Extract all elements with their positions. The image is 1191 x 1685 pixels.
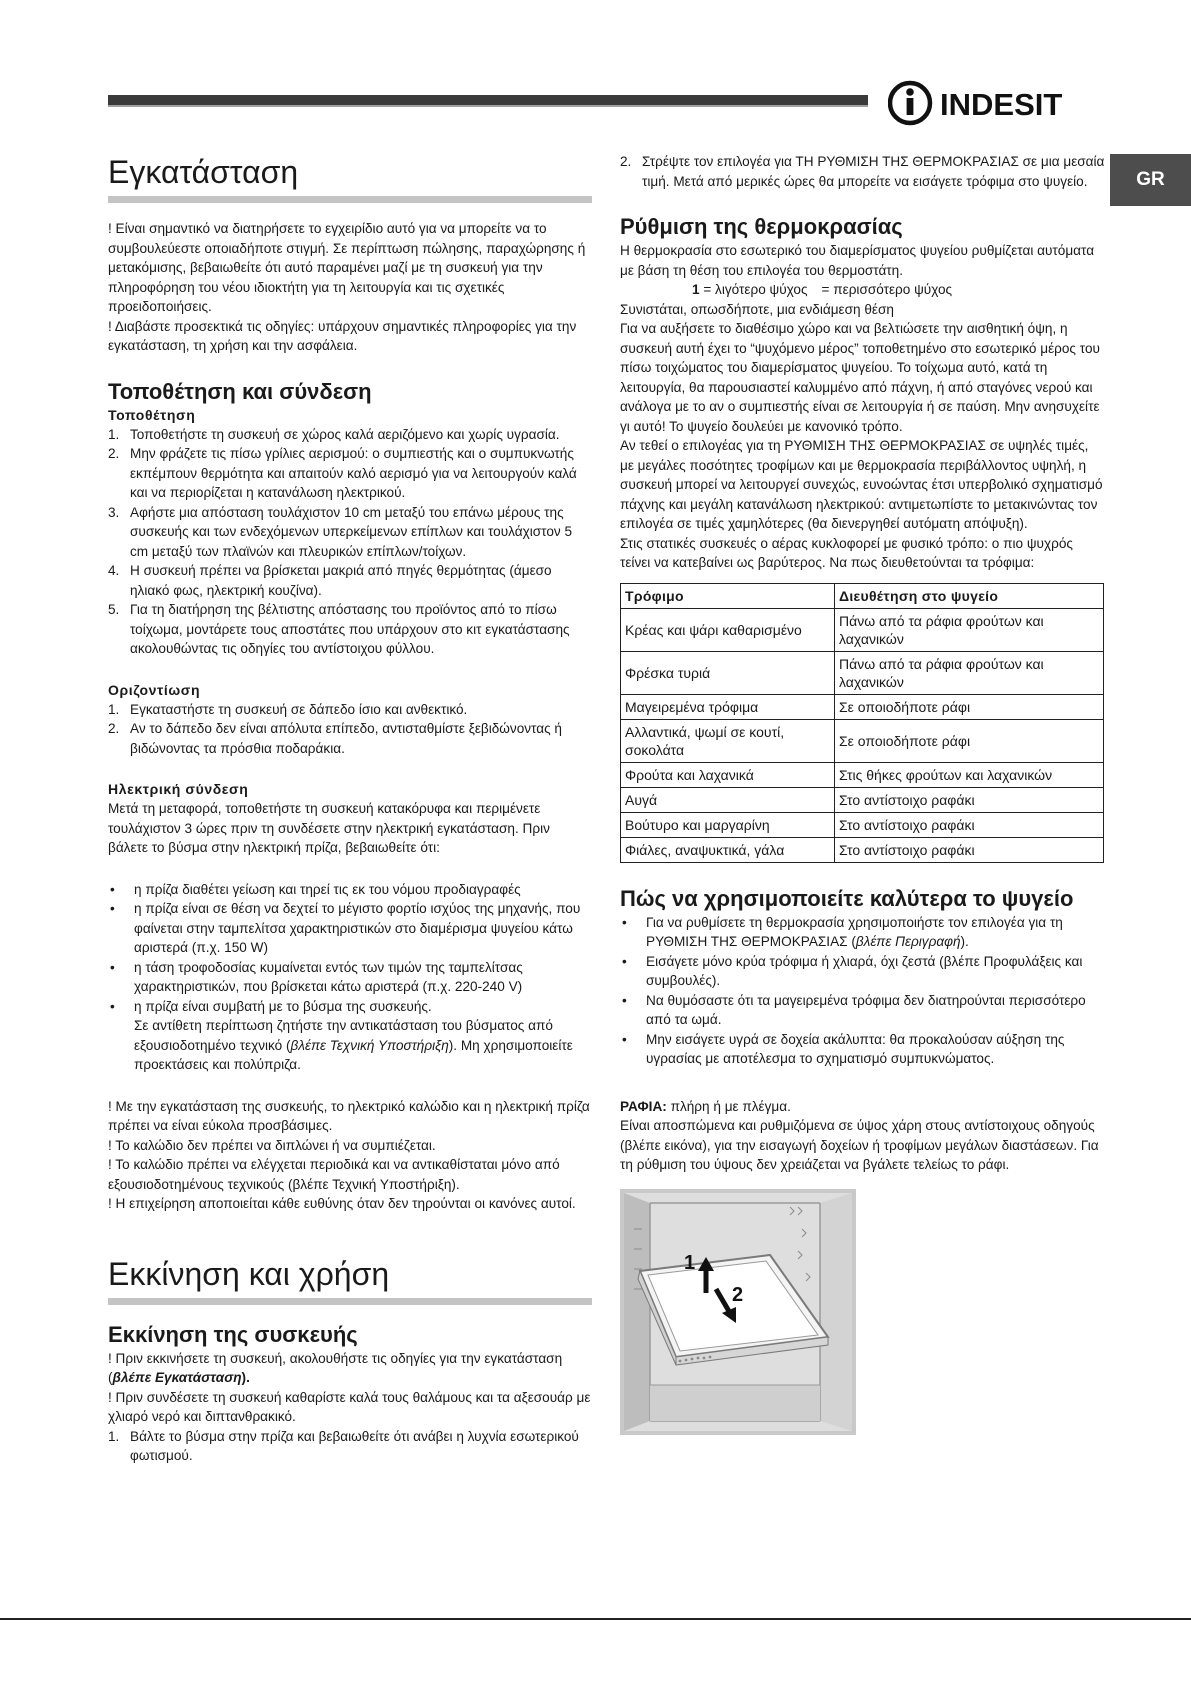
title-rule <box>108 1298 592 1305</box>
list-item: 2. Μην φράζετε τις πίσω γρίλιες αερισμού: ο συμπιεστής και ο συμπυκνωτής εκπέμπουν θερμότητα και απαιτούν καλό αερισμό για να λειτουργούν καλά και να περιορίζεται η κατανάλωση ηλεκτρικού. <box>108 446 577 500</box>
list-item: • η πρίζα διαθέτει γείωση και τηρεί τις εκ του νόμου προδιαγραφές <box>110 881 521 897</box>
start-paragraph-2: ! Πριν συνδέσετε τη συσκευή καθαρίστε καλά τους θαλάμους και τα αξεσουάρ με χλιαρό νερό και διπτανθρακικό. <box>108 1389 591 1424</box>
table-row: Κρέας και ψάρι καθαρισμένο Πάνω από τα ράφια φρούτων και λαχανικών <box>621 608 1104 651</box>
warning-3: ! Το καλώδιο πρέπει να ελέγχεται περιοδικά και να αντικαθίσταται μόνο από εξουσιοδοτημένους τεχνικούς (βλέπε Τεχνική Υποστήριξη). <box>108 1157 560 1192</box>
indesit-logo <box>888 78 1108 128</box>
list-item: 3. Αφήστε μια απόσταση τουλάχιστον 10 cm μεταξύ του επάνω μέρους της συσκευής και των ενδεχόμενων υπερκείμενων επίπλων και τουλάχιστον 5 cm μεταξύ των πλαϊνών και πλευρικών επίπλων/τοίχων. <box>108 504 573 559</box>
install-paragraph-1: ! Είναι σημαντικό να διατηρήσετε το εγχειρίδιο αυτό για να μπορείτε να το συμβουλεύεστε οποιαδήποτε στιγμή. Σε περίπτωση πώλησης, παραχώρησης ή μετακόμισης, βεβαιωθείτε ότι αυτό παραμένει μαζί με τη συσκευή για την πληροφόρηση του νέου ιδιοκτήτη για τη λειτουργία και τις σχετικές προειδοποιήσεις. <box>108 221 586 314</box>
list-item: 5. Για τη διατήρηση της βέλτιστης απόστασης του προϊόντος από το πίσω τοίχωμα, μοντάρετε τους αποστάτες που υπάρχουν στο κιτ εγκατάστασης ακολουθώντας τις οδηγίες του αντίστοιχου φύλλου. <box>108 602 570 656</box>
placement-list <box>108 425 592 659</box>
best-use-title: Πώς να χρησιμοποιείτε καλύτερα το ψυγείο <box>620 885 1074 911</box>
install-title: Εγκατάσταση <box>108 154 299 190</box>
temperature-scale: 1 = λιγότερο ψύχος = περισσότερο ψύχος <box>692 282 953 297</box>
table-row: Φρέσκα τυριά Πάνω από τα ράφια φρούτων και λαχανικών <box>621 651 1104 694</box>
list-item: 1. Βάλτε το βύσμα στην πρίζα και βεβαιωθείτε ότι ανάβει η λυχνία εσωτερικού φωτισμού. <box>108 1428 579 1463</box>
temperature-paragraph-5: Στις στατικές συσκευές ο αέρας κυκλοφορεί με φυσικό τρόπο: ο πιο ψυχρός τείνει να κατεβαίνει ως βαρύτερος. Να πως διευθετούνται τα τρόφιμα: <box>620 535 1073 570</box>
placement-title: Τοποθέτηση και σύνδεση <box>108 378 372 404</box>
footer-rule <box>0 1618 1191 1620</box>
temperature-title: Ρύθμιση της θερμοκρασίας <box>620 214 903 239</box>
temperature-paragraph-2: Συνιστάται, οπωσδήποτε, μια ενδιάμεση θέση <box>620 301 894 317</box>
start-list-continued <box>620 152 1106 191</box>
list-item: • η πρίζα είναι σε θέση να δεχτεί το μέγιστο φορτίο ισχύος της μηχανής, που φαίνεται στην ταμπελίτσα χαρακτηριστικών στο διαμέρισμα ψυγείου κάτω αριστερά (π.χ. 150 W) <box>110 901 581 955</box>
table-row: Αλλαντικά, ψωμί σε κουτί, σοκολάτα Σε οποιοδήποτε ράφι <box>621 719 1104 762</box>
warning-4: ! Η επιχείρηση αποποιείται κάθε ευθύνης όταν δεν τηρούνται οι κανόνες αυτοί. <box>108 1196 576 1211</box>
shelf-removal-illustration <box>620 1189 856 1435</box>
list-item: • η πρίζα είναι συμβατή με το βύσμα της συσκευής. Σε αντίθετη περίπτωση ζητήστε την αντικατάσταση του βύσματος από εξουσιοδοτημένο τεχνικό (βλέπε Τεχνική Υποστήριξη). Μη χρησιμοποιείτε προεκτάσεις και πολύπριζα. <box>110 998 573 1072</box>
list-item: 2. Αν το δάπεδο δεν είναι απόλυτα επίπεδο, αντισταθμίστε ξεβιδώνοντας ή βιδώνοντας τα πρόσθια ποδαράκια. <box>108 721 562 756</box>
table-row: Βούτυρο και μαργαρίνη Στο αντίστοιχο ραφάκι <box>621 812 1104 837</box>
start-subtitle: Εκκίνηση της συσκευής <box>108 1321 358 1347</box>
warning-2: ! Το καλώδιο δεν πρέπει να διπλώνει ή να συμπιέζεται. <box>108 1137 436 1153</box>
list-item: • η τάση τροφοδοσίας κυμαίνεται εντός των τιμών της ταμπελίτσας χαρακτηριστικών, που βρίσκεται κάτω αριστερά (π.χ. 220-240 V) <box>110 959 523 994</box>
step-2-label: 2 <box>732 1283 744 1306</box>
list-item: 4. Η συσκευή πρέπει να βρίσκεται μακριά από πηγές θερμότητας (άμεσο ηλιακό φως, ηλεκτρική κουζίνα). <box>108 563 552 598</box>
start-paragraph-1: ! Πριν εκκινήσετε τη συσκευή, ακολουθήστε τις οδηγίες για την εγκατάσταση (βλέπε Εγκατάσταση). <box>108 1350 563 1385</box>
list-item: • Να θυμόσαστε ότι τα μαγειρεμένα τρόφιμα δεν διατηρούνται περισσότερο από τα ωμά. <box>622 992 1086 1027</box>
title-rule <box>108 196 592 203</box>
table-row: Αυγά Στο αντίστοιχο ραφάκι <box>621 787 1104 812</box>
electric-paragraph: Μετά τη μεταφορά, τοποθετήστε τη συσκευή κατακόρυφα και περιμένετε τουλάχιστον 3 ώρες πριν τη συνδέσετε στην ηλεκτρική εγκατάσταση. Πριν βάλετε το βύσμα στην ηλεκτρική πρίζα, βεβαιωθείτε ότι: <box>108 801 550 855</box>
list-item: 1. Εγκαταστήστε τη συσκευή σε δάπεδο ίσιο και ανθεκτικό. <box>108 701 468 717</box>
left-column <box>108 152 592 1466</box>
leveling-subtitle: Οριζοντίωση <box>108 681 201 698</box>
list-item: • Μην εισάγετε υγρά σε δοχεία ακάλυπτα: θα προκαλούσαν αύξηση της υγρασίας με αποτέλεσμα το σχηματισμό συμπυκνώματος. <box>622 1031 1065 1066</box>
warning-1: ! Με την εγκατάσταση της συσκευής, το ηλεκτρικό καλώδιο και η ηλεκτρική πρίζα πρέπει να είναι εύκολα προσβάσιμες. <box>108 1098 590 1133</box>
start-title: Εκκίνηση και χρήση <box>108 1255 390 1292</box>
temperature-paragraph-3: Για να αυξήσετε το διαθέσιμο χώρο και να βελτιώσετε την αισθητική όψη, η συσκευή αυτή έχει το “ψυχόμενο μέρος” τοποθετημένο στο εσωτερικό μέρος του πίσω τοιχώματος του διαμερίσματος ψυγείου. Το τοίχωμα αυτό, κατά τη λειτουργία, θα παρουσιαστεί καλυμμένο από πάχνη, ή από σταγόνες νερού και ανάλογα με το αν ο συμπιεστής είναι σε λειτουργία ή σε παύση. Μην ανησυχείτε γι αυτό! Το ψυγείο δουλεύει με κανονικό τρόπο. <box>620 321 1100 434</box>
right-column <box>620 152 1106 1440</box>
table-header-row <box>621 583 1104 608</box>
language-tab: GR <box>1110 154 1191 206</box>
table-row: Μαγειρεμένα τρόφιμα Σε οποιοδήποτε ράφι <box>621 694 1104 719</box>
table-row: Φιάλες, αναψυκτικά, γάλα Στο αντίστοιχο ραφάκι <box>621 837 1104 862</box>
placement-subtitle: Τοποθέτηση <box>108 406 196 423</box>
list-item: • Για να ρυθμίσετε τη θερμοκρασία χρησιμοποιήστε τον επιλογέα για τη ΡΥΘΜΙΣΗ ΤΗΣ ΘΕΡΜΟΚΡΑΣΙΑΣ (βλέπε Περιγραφή). <box>622 914 1063 949</box>
start-list <box>108 1427 592 1466</box>
brand-name: INDESIT <box>940 87 1063 122</box>
list-item: • Εισάγετε μόνο κρύα τρόφιμα ή χλιαρά, όχι ζεστά (βλέπε Προφυλάξεις και συμβουλές). <box>622 953 1083 988</box>
leveling-list <box>108 700 592 759</box>
food-placement-table <box>620 583 1104 863</box>
electric-subtitle: Ηλεκτρική σύνδεση <box>108 781 249 797</box>
list-item: 2. Στρέψτε τον επιλογέα για ΤΗ ΡΥΘΜΙΣΗ ΤΗΣ ΘΕΡΜΟΚΡΑΣΙΑΣ σε μια μεσαία τιμή. Μετά από μερικές ώρες θα μπορείτε να εισάγετε τρόφιμα στο ψυγείο. <box>620 154 1105 189</box>
install-paragraph-2: ! Διαβάστε προσεκτικά τις οδηγίες: υπάρχουν σημαντικές πληροφορίες για την εγκατάσταση, τη χρήση και την ασφάλεια. <box>108 318 577 353</box>
header-bar <box>108 95 868 107</box>
electric-checklist <box>108 880 592 1075</box>
table-row: Φρούτα και λαχανικά Στις θήκες φρούτων και λαχανικών <box>621 762 1104 787</box>
table-header: Διευθέτηση στο ψυγείο <box>835 583 1104 608</box>
step-1-label: 1 <box>684 1251 696 1274</box>
temperature-paragraph-1: Η θερμοκρασία στο εσωτερικό του διαμερίσματος ψυγείου ρυθμίζεται αυτόματα με βάση τη θέση του επιλογέα του θερμοστάτη. <box>620 243 1095 278</box>
list-item: 1. Τοποθετήστε τη συσκευή σε χώρος καλά αεριζόμενο και χωρίς υγρασία. <box>108 426 560 442</box>
shelves-paragraph: Είναι αποσπώμενα και ρυθμιζόμενα σε ύψος χάρη στους αντίστοιχους οδηγούς (βλέπε εικόνα), για την εισαγωγή δοχείων ή τροφίμων μεγάλων διαστάσεων. Για τη ρύθμιση του ύψους δεν χρειάζεται να βγάλετε τελείως το ράφι. <box>620 1118 1099 1172</box>
best-use-list <box>620 913 1106 1069</box>
shelves-heading: ΡΑΦΙΑ: πλήρη ή με πλέγμα. <box>620 1098 791 1114</box>
temperature-paragraph-4: Αν τεθεί ο επιλογέας για τη ΡΥΘΜΙΣΗ ΤΗΣ ΘΕΡΜΟΚΡΑΣΙΑΣ σε υψηλές τιμές, με μεγάλες ποσότητες τροφίμων και με θερμοκρασία περιβάλλοντος υψηλή, η συσκευή μπορεί να λειτουργεί συνεχώς, ευνοώντας έτσι υπερβολικό σχηματισμό πάχνης και μεγάλη κατανάλωση ηλεκτρικού: αντιμετωπίστε το μετακινώντας τον επιλογέα σε τιμές χαμηλότερες (θα διενεργηθεί αυτόματη απόψυξη). <box>620 438 1103 531</box>
table-header: Τρόφιμο <box>621 583 835 608</box>
